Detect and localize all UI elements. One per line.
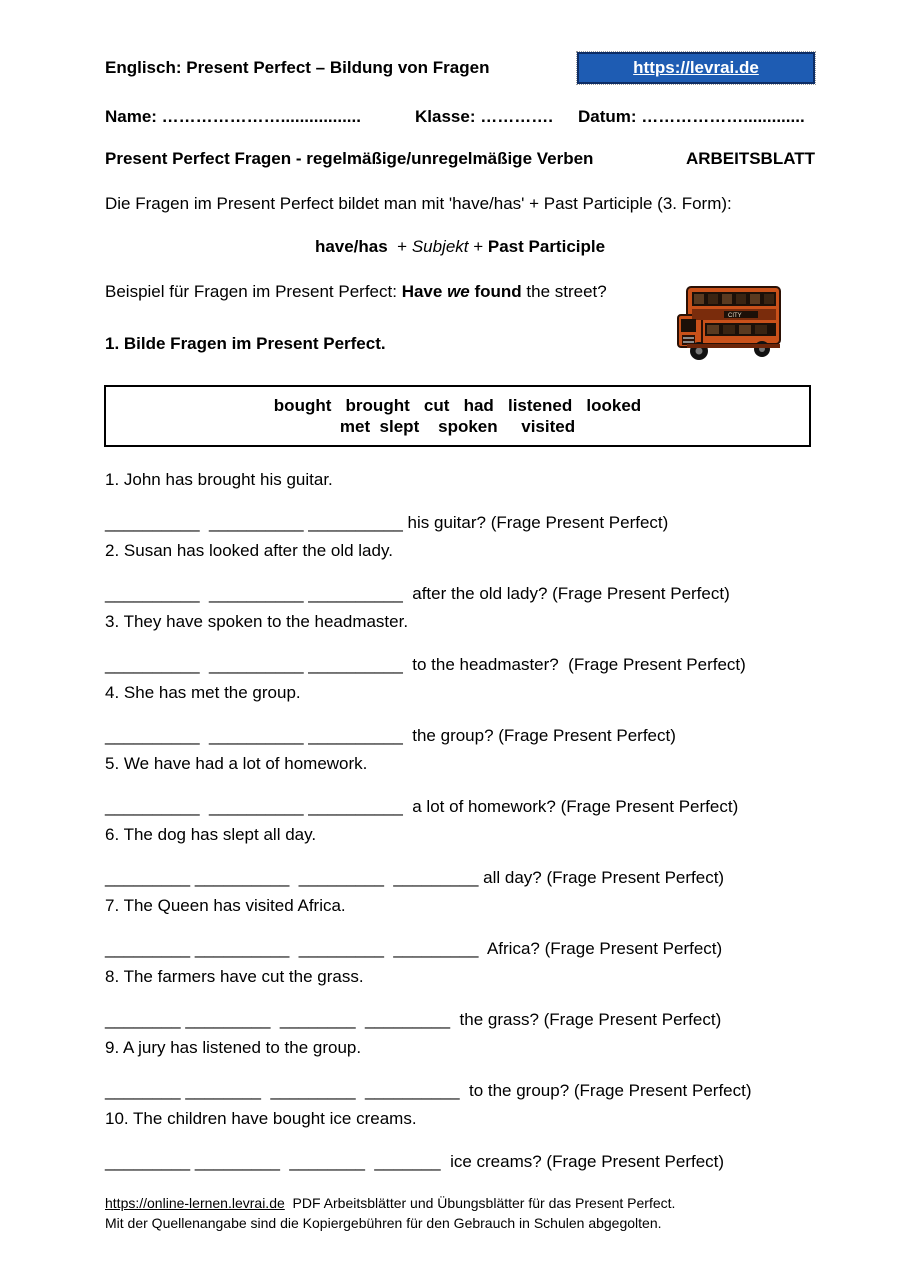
exercise-answer-line: _________ __________ _________ _________ Africa? (Frage Present Perfect) [105,939,723,958]
exercise-sentence: 10. The children have bought ice creams. [105,1109,417,1128]
exercise-answer-line: __________ __________ __________ to the headmaster? (Frage Present Perfect) [105,655,746,674]
example-suffix: the street? [521,282,607,301]
exercise-item [105,897,815,958]
footer-link[interactable]: https://online-lernen.levrai.de [105,1195,285,1211]
exercise-sentence: 9. A jury has listened to the group. [105,1038,362,1057]
exercise-item [105,1039,815,1100]
arbeitsblatt-badge: ARBEITSBLATT [685,149,815,168]
exercise-item [105,613,815,674]
svg-text:CITY: CITY [728,313,742,319]
word-bank-line-2: met slept spoken visited [339,417,576,436]
subheader-row [105,149,815,169]
footer [105,1193,815,1233]
worksheet-title: Present Perfect Fragen - regelmäßige/unregelmäßige Verben [105,149,594,168]
exercise-sentence: 6. The dog has slept all day. [105,825,317,844]
task-title: 1. Bilde Fragen im Present Perfect. [105,334,386,353]
exercise-answer-line: ________ _________ ________ _________ the grass? (Frage Present Perfect) [105,1010,722,1029]
klasse-field-label: Klasse: …………. [415,107,553,126]
formula-past-participle: Past Participle [487,237,606,256]
exercise-item [105,968,815,1029]
exercise-sentence: 4. She has met the group. [105,683,301,702]
exercise-item [105,542,815,603]
exercise-answer-line: __________ __________ __________ after the old lady? (Frage Present Perfect) [105,584,730,603]
formula-subjekt: Subjekt [411,237,469,256]
exercise-sentence: 3. They have spoken to the headmaster. [105,612,409,631]
datum-field-label: Datum: ………………............. [578,107,805,126]
exercise-sentence: 2. Susan has looked after the old lady. [105,541,393,560]
example-have: Have [401,282,448,301]
example-found: found [474,282,522,301]
exercise-sentence: 5. We have had a lot of homework. [105,754,368,773]
exercise-list [105,471,815,1171]
levrai-link-box[interactable] [577,52,815,84]
formula-plus-1: + [387,237,412,256]
exercise-sentence: 1. John has brought his guitar. [105,470,333,489]
word-bank-box [104,385,811,447]
name-field-label: Name: …………………................. [105,107,361,126]
exercise-item [105,684,815,745]
footer-line-1 [105,1193,815,1213]
meta-row [105,107,815,127]
exercise-item [105,1110,815,1171]
exercise-answer-line: _________ _________ ________ _______ ice creams? (Frage Present Perfect) [105,1152,725,1171]
header-row [105,52,815,84]
double-decker-bus-image [672,281,792,365]
exercise-sentence: 8. The farmers have cut the grass. [105,967,364,986]
exercise-answer-line: _________ __________ _________ _________ all day? (Frage Present Perfect) [105,868,725,887]
footer-line-1-text: PDF Arbeitsblätter und Übungsblätter für das Present Perfect. [284,1195,676,1211]
footer-line-2: Mit der Quellenangabe sind die Kopiergebühren für den Gebrauch in Schulen abgegolten. [105,1215,662,1231]
exercise-answer-line: __________ __________ __________ the group? (Frage Present Perfect) [105,726,676,745]
exercise-item [105,471,815,532]
formula-line [105,237,815,257]
intro-text: Die Fragen im Present Perfect bildet man mit 'have/has' + Past Participle (3. Form): [105,194,732,213]
formula-plus-2: + [468,237,488,256]
exercise-item [105,826,815,887]
page-title: Englisch: Present Perfect – Bildung von Fragen [105,58,490,77]
exercise-answer-line: __________ __________ __________ his guitar? (Frage Present Perfect) [105,513,669,532]
exercise-answer-line: __________ __________ __________ a lot of homework? (Frage Present Perfect) [105,797,739,816]
exercise-item [105,755,815,816]
word-bank-line-1: bought brought cut had listened looked [273,396,642,415]
example-we: we [447,282,475,301]
exercise-answer-line: ________ ________ _________ __________ to the group? (Frage Present Perfect) [105,1081,752,1100]
formula-have-has: have/has [314,237,388,256]
levrai-link-label[interactable]: https://levrai.de [633,58,759,77]
example-prefix: Beispiel für Fragen im Present Perfect: [105,282,402,301]
exercise-sentence: 7. The Queen has visited Africa. [105,896,346,915]
